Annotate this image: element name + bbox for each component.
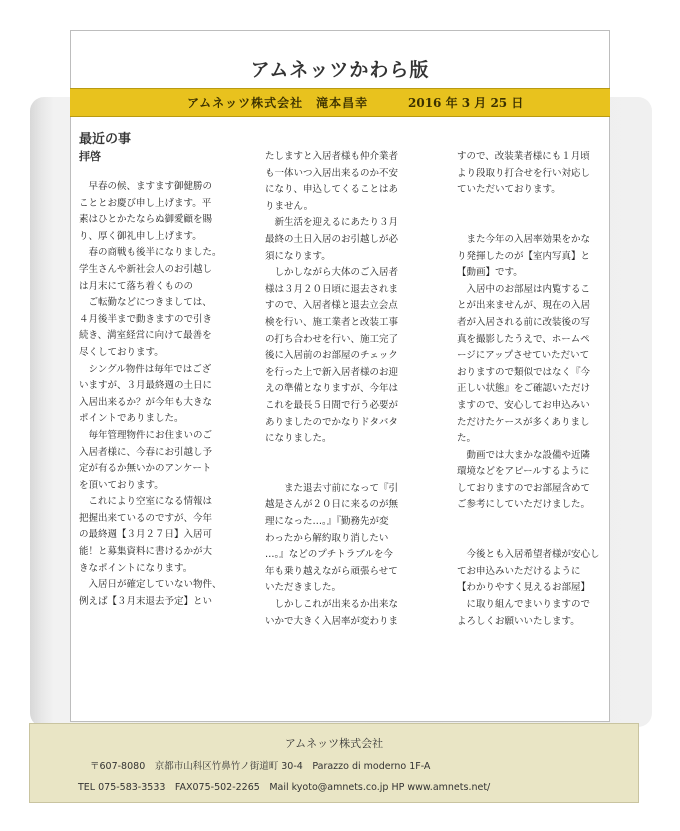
article-line: 定が有るか無いかのアンケート (79, 463, 212, 475)
article-line: になりました。 (265, 433, 332, 445)
article-line: すので、改装業者様にも１月頃 (457, 151, 590, 162)
article-line: 【わかりやすく見えるお部屋】 (457, 582, 591, 594)
article-heading: 最近の事 (79, 132, 132, 147)
article-line: になり、申込してくることはあ (265, 184, 399, 196)
article-line: を行った上で新入居者様のお迎 (265, 366, 399, 378)
article-line: 動画では大まかな設備や近隣 (457, 449, 591, 461)
article-line: の最終週【３月２７日】入居可 (79, 529, 213, 541)
article-line: 毎年管理物件にお住まいのご (79, 429, 213, 441)
article-line: ありましたのでかなりドタバタ (265, 416, 398, 428)
article-line: 入居者様に、今春にお引越し予 (79, 446, 213, 458)
article-line (457, 514, 607, 531)
article-line: の打ち合わせを行い、施工完了 (265, 333, 399, 345)
article-line: ポイントでありました。 (79, 413, 184, 425)
article-line: りません。 (265, 200, 314, 212)
article-line: 検を行い、施工業者と改装工事 (265, 316, 399, 328)
article-line: 越是さんが２０日に来るのが無 (265, 499, 399, 511)
article-line: とが出来ませんが、現在の入居 (457, 300, 591, 312)
article-line: 春の商戦も後半になりました。 (79, 247, 222, 259)
article-line: しかしながら大体のご入居者 (265, 267, 399, 279)
article-line: 例えば【３月末退去予定】とい (79, 595, 213, 607)
article-line: ますので、安心してお申込みい (457, 399, 590, 411)
issue-date: 2016 年 3 月 25 日 (408, 96, 524, 110)
article-line: 者が入居される前に改装後の写 (457, 316, 591, 328)
article-line: いますが、３月最終週の土日に (79, 380, 213, 392)
article-line: おりますので類似ではなく『今 (457, 366, 591, 378)
article-column-3 (457, 149, 607, 630)
article-line: こととお慶び申し上げます。平 (79, 197, 212, 209)
article-line: たしますと入居者様も仲介業者 (265, 151, 399, 162)
header-banner (70, 88, 610, 117)
article-line: 真を撮影したうえで、ホームペ (457, 333, 590, 345)
article-line: ージにアップさせていただいて (457, 350, 590, 362)
article-line: 様は３月２０日頃に退去されま (265, 283, 399, 295)
article-line (265, 448, 435, 465)
author-line: アムネッツ株式会社 滝本昌幸 (187, 96, 369, 110)
article-line: シングル物件は毎年ではござ (79, 363, 212, 375)
article-line: 後に入居前のお部屋のチェック (265, 350, 398, 362)
article-line: 年も乗り越えながら頑張らせて (265, 565, 398, 577)
article-line: よろしくお願いいたします。 (457, 615, 580, 627)
article-line: 入居日が確定していない物件、 (79, 579, 222, 591)
article-line: いかで大きく入居率が変わりま (265, 615, 399, 627)
article-line: 能！と募集資料に書けるかが大 (79, 546, 213, 558)
article-line: ４月後半まで動きますので引き (79, 313, 213, 325)
article-line: 素はひとかたならぬ御愛顧を賜 (79, 214, 213, 226)
article-line: …。』などのプチトラブルを今 (265, 549, 393, 561)
footer-address: 〒607-8080 京都市山科区竹鼻竹ノ街道町 30-4 Parazzo di moderno 1F-A (90, 761, 431, 772)
newsletter-sheet (70, 30, 610, 722)
article-line (457, 199, 607, 216)
article-line: た。 (457, 433, 477, 445)
article-line: これを最長５日間で行う必要が (265, 399, 399, 411)
footer-box (29, 723, 639, 803)
article-line: も一体いつ入居出来るのか不安 (265, 167, 399, 179)
article-line: 【動画】です。 (457, 267, 523, 279)
article-line: 続き、満室経営に向けて最善を (79, 330, 212, 342)
footer-company: アムネッツ株式会社 (284, 737, 384, 750)
article-line: ご参考にしていただけました。 (457, 499, 591, 511)
article-line: また退去寸前になって『引 (265, 482, 399, 494)
article-line: しておりますのでお部屋含めて (457, 482, 591, 494)
article-line: てお申込みいただけるように (457, 565, 581, 577)
article-line: ただけたケースが多くありまし (457, 416, 590, 428)
article-line: 環境などをアピールするように (457, 466, 590, 478)
article-line: しかしこれが出来るか出来な (265, 599, 399, 611)
article-line: 正しい状態』をご確認いただけ (457, 383, 591, 395)
article-line: 学生さんや新社会人のお引越し (79, 263, 213, 275)
article-line: 新生活を迎えるにあたり３月 (265, 217, 399, 229)
article-line: ご転勤などにつきましては、 (79, 297, 212, 309)
article-line: 最終の土日入居のお引越しが必 (265, 233, 399, 245)
article-line: 尽くしております。 (79, 346, 164, 358)
article-line: きなポイントになります。 (79, 562, 193, 574)
footer-contact: TEL 075-583-3533 FAX075-502-2265 Mail kyoto@amnets.co.jp HP www.amnets.net/ (78, 782, 491, 793)
article-line: 入居出来るか？が今年も大きな (79, 396, 213, 408)
article-line: 早春の候、ますます御健勝の (79, 181, 213, 192)
article-line: 今後とも入居希望者様が安心し (457, 549, 600, 561)
article-line: り、厚く御礼申し上げます。 (79, 230, 202, 242)
article-line: いただきました。 (265, 582, 342, 594)
article-line: えの準備となりますが、今年は (265, 383, 399, 395)
article-line: ていただいております。 (457, 184, 561, 196)
article-greeting: 拝啓 (79, 150, 101, 163)
article-line: すので、入居者様と退去立会点 (265, 300, 398, 312)
article-line: また今年の入居率効果をかな (457, 233, 591, 245)
article-line: 入居中のお部屋は内覧するこ (457, 283, 591, 295)
article-line: に取り組んでまいりますので (457, 599, 591, 611)
article-line: り発揮したのが【室内写真】と (457, 250, 591, 262)
newsletter-title: アムネッツかわら版 (250, 59, 430, 81)
article-line (457, 215, 607, 232)
article-line: わったから解約取り消したい (265, 532, 389, 544)
article-line: 理になった…。』『勤務先が変 (265, 516, 389, 528)
article-line: 把握出来ているのですが、今年 (79, 512, 213, 524)
article-line (265, 464, 435, 481)
article-line: これにより空室になる情報は (79, 496, 213, 508)
article-line: を頂いております。 (79, 479, 164, 491)
article-line: 須になります。 (265, 250, 331, 262)
article-column-2 (265, 149, 435, 630)
article-line: より段取り打合せを行い対応し (457, 167, 591, 179)
article-line: は月末にて落ち着くものの (79, 280, 194, 292)
article-line (457, 531, 607, 548)
article-column-1 (79, 179, 249, 610)
